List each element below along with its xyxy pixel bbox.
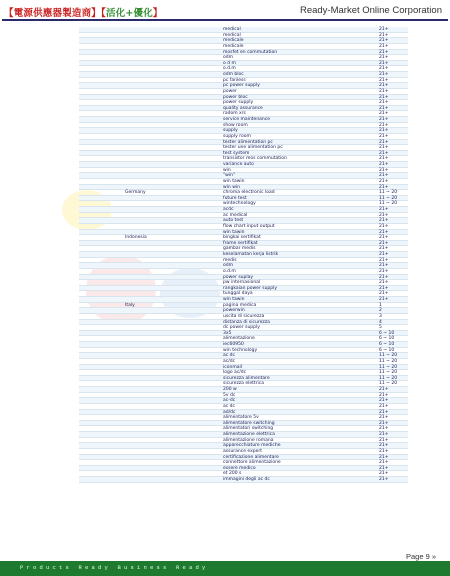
rank-cell: 21+ [379, 218, 389, 224]
rank-cell: 21+ [379, 122, 389, 128]
keyword-cell: ac-dc [223, 398, 236, 404]
keyword-cell: pagina medica [223, 302, 257, 308]
rank-cell: 11 ~ 20 [379, 375, 398, 381]
rank-cell: 11 ~ 20 [379, 370, 398, 376]
rank-cell: 21+ [379, 111, 389, 117]
header-brand-suffix: 】 [152, 8, 163, 19]
rank-cell: 21+ [379, 27, 389, 32]
rank-cell: 21+ [379, 156, 389, 162]
keyword-cell: alimentatori switching [223, 426, 274, 432]
keyword-cell: test system [223, 150, 250, 156]
rank-cell: 6 ~ 10 [379, 342, 395, 347]
keyword-cell: 200 w [223, 387, 237, 392]
keyword-cell: dc power supply [223, 325, 260, 331]
keyword-cell: alimentazione elettrica [223, 432, 275, 437]
keyword-cell: ac dc [223, 403, 235, 409]
keyword-cell: medical [223, 32, 241, 38]
rank-cell: 3 [379, 313, 382, 319]
rank-cell: 21+ [379, 43, 389, 49]
keyword-cell: iec60950 [223, 342, 244, 347]
rank-cell: 21+ [379, 88, 389, 94]
country-cell: Italy [125, 302, 135, 308]
rank-cell: 4 [379, 319, 382, 325]
rank-cell: 21+ [379, 246, 389, 252]
keyword-cell: ac dc [223, 353, 235, 359]
keyword-cell: iconmail [223, 364, 242, 370]
keyword-cell: alimentazione [223, 336, 255, 342]
keyword-cell: frame sertifikat [223, 240, 258, 246]
rank-cell: 21+ [379, 465, 389, 471]
rank-cell: 21+ [379, 437, 389, 443]
rank-cell: 21+ [379, 392, 389, 398]
header-brand [4, 5, 163, 19]
rank-cell: 21+ [379, 133, 389, 139]
keyword-cell: gambar medis [223, 246, 256, 252]
keyword-cell: ad/dc [223, 409, 236, 415]
keyword-cell: pc fanless [223, 77, 246, 83]
rank-cell: 21+ [379, 409, 389, 415]
keyword-cell: show room [223, 122, 248, 128]
keyword-cell: win technology [223, 347, 258, 353]
keyword-cell: radom xrs [223, 111, 246, 117]
rank-cell: 21+ [379, 268, 389, 274]
keyword-cell: power [223, 88, 237, 94]
header-brand-prefix: 【電源供應器製造商】【 [4, 8, 106, 19]
rank-cell: 21+ [379, 257, 389, 263]
rank-cell: 21+ [379, 454, 389, 460]
country-cell: Indonesia [125, 235, 147, 241]
rank-cell: 21+ [379, 432, 389, 437]
rank-cell: 21+ [379, 240, 389, 246]
rank-cell: 11 ~ 20 [379, 381, 398, 387]
keyword-cell: sicurezza elettrica [223, 381, 265, 387]
keyword-cell: ac medical [223, 212, 248, 218]
footer-bar [0, 561, 450, 576]
keyword-cell: power bloc [223, 94, 248, 100]
rank-cell: 21+ [379, 128, 389, 134]
rank-cell: 21+ [379, 443, 389, 449]
rank-cell: 21+ [379, 38, 389, 44]
keyword-cell: future test [223, 195, 247, 201]
rank-cell: 21+ [379, 66, 389, 72]
rank-cell: 21+ [379, 471, 389, 477]
rank-cell: 21+ [379, 184, 389, 190]
keyword-cell: acdc [223, 207, 234, 212]
keyword-cell: tunggal daya [223, 291, 253, 297]
keyword-cell: rangkaian power supply [223, 285, 278, 291]
rank-cell: 21+ [379, 83, 389, 89]
keyword-cell: bingkai sertifikat [223, 235, 261, 241]
keyword-cell: odm [223, 263, 233, 269]
keyword-cell: alimentatore 5v [223, 415, 259, 421]
keyword-cell: win tawin [223, 297, 245, 302]
keyword-cell: certificazione alimentare [223, 454, 279, 460]
rank-cell: 21+ [379, 291, 389, 297]
rank-cell: 21+ [379, 49, 389, 55]
rank-cell: 21+ [379, 403, 389, 409]
rank-cell: 21+ [379, 426, 389, 432]
rank-cell: 21+ [379, 167, 389, 173]
keyword-cell: pc power supply [223, 83, 260, 89]
rank-cell: 21+ [379, 477, 389, 482]
rank-cell: 21+ [379, 72, 389, 77]
rank-cell: 11 ~ 20 [379, 364, 398, 370]
keyword-cell: powerwin [223, 308, 245, 314]
rank-cell: 21+ [379, 145, 389, 151]
rank-cell: 21+ [379, 235, 389, 241]
rank-cell: 21+ [379, 415, 389, 421]
rank-cell: 21+ [379, 252, 389, 257]
keyword-cell: "win" [223, 173, 235, 179]
rank-cell: 21+ [379, 55, 389, 61]
rank-cell: 21+ [379, 398, 389, 404]
rank-cell: 11 ~ 20 [379, 201, 398, 207]
keyword-cell: 5v dc [223, 392, 236, 398]
header-brand-highlight: 活化+優化 [105, 8, 153, 19]
rank-cell: 11 ~ 20 [379, 190, 398, 196]
rank-cell: 6 ~ 10 [379, 330, 395, 336]
rank-cell: 21+ [379, 173, 389, 179]
keyword-cell: medical [223, 27, 241, 32]
rank-cell: 6 ~ 10 [379, 347, 395, 353]
page-header [0, 0, 450, 22]
rank-cell: 1 [379, 302, 382, 308]
rank-cell: 21+ [379, 280, 389, 286]
rank-cell: 21+ [379, 207, 389, 212]
rank-cell: 21+ [379, 229, 389, 235]
rank-cell: 21+ [379, 460, 389, 466]
keyword-cell: connettore alimentazione [223, 460, 281, 466]
header-divider [2, 19, 448, 21]
keyword-cell: supply [223, 128, 238, 134]
keyword-cell: odm [223, 55, 233, 61]
rank-cell: 21+ [379, 60, 389, 66]
rank-cell: 21+ [379, 387, 389, 392]
rank-cell: 21+ [379, 77, 389, 83]
keyword-cell: tester une alimentation pc [223, 145, 283, 151]
rank-cell: 21+ [379, 223, 389, 229]
footer-ticker: Products Ready Business Ready [20, 564, 209, 571]
keyword-cell: win [223, 167, 231, 173]
keyword-table [79, 27, 408, 483]
keyword-cell: essere medico [223, 465, 256, 471]
keyword-cell: assurance expert [223, 448, 263, 454]
keyword-cell: medis [223, 257, 237, 263]
rank-cell: 11 ~ 20 [379, 353, 398, 359]
rank-cell: 11 ~ 20 [379, 358, 398, 364]
rank-cell: 21+ [379, 263, 389, 269]
rank-cell: 6 ~ 10 [379, 336, 395, 342]
rank-cell: 21+ [379, 150, 389, 156]
keyword-cell: o.d.m [223, 66, 236, 72]
rank-cell: 21+ [379, 139, 389, 145]
country-cell: Germany [125, 190, 146, 196]
rank-cell: 21+ [379, 285, 389, 291]
rank-cell: 21+ [379, 94, 389, 100]
keyword-cell: uscita di sicurezza [223, 313, 265, 319]
keyword-cell: wintechnology [223, 201, 256, 207]
rank-cell: 2 [379, 308, 382, 314]
keyword-cell: odm bloc [223, 72, 244, 77]
keyword-cell: supply room [223, 133, 251, 139]
keyword-cell: apparecchiature mediche [223, 443, 281, 449]
keyword-cell: et 200 s [223, 471, 242, 477]
keyword-cell: mosfet en commutation [223, 49, 278, 55]
keyword-cell: alimentazione romana [223, 437, 274, 443]
header-company-name: Ready-Market Online Corporation [299, 5, 442, 16]
page-number[interactable]: Page 9 » [405, 552, 436, 561]
keyword-cell: sicurezza alimentare [223, 375, 270, 381]
keyword-cell: distanza di sicurezza [223, 319, 270, 325]
keyword-cell: win tawin [223, 229, 245, 235]
rank-cell: 5 [379, 325, 382, 331]
keyword-cell: o d m [223, 60, 236, 66]
rank-cell: 21+ [379, 32, 389, 38]
keyword-cell: win win [223, 184, 240, 190]
keyword-cell: o.d.m [223, 268, 236, 274]
keyword-cell: keselamatan kerja listrik [223, 252, 279, 257]
rank-cell: 21+ [379, 162, 389, 167]
keyword-cell: alimentatore switching [223, 420, 275, 426]
keyword-cell: medicale [223, 43, 244, 49]
table-row [79, 477, 408, 483]
keyword-cell: tester alimentation pc [223, 139, 273, 145]
keyword-cell: logo ac/dc [223, 370, 247, 376]
keyword-cell: power supply [223, 100, 254, 106]
keyword-cell: ac/dc [223, 358, 236, 364]
keyword-cell: transistor mos commutation [223, 156, 287, 162]
rank-cell: 21+ [379, 212, 389, 218]
rank-cell: 21+ [379, 448, 389, 454]
keyword-cell: 3x5 [223, 330, 232, 336]
keyword-cell: immagini degli ac dc [223, 477, 270, 482]
keyword-cell: quality assurance [223, 105, 263, 111]
keyword-cell: flow chart input output [223, 223, 275, 229]
keyword-cell: pw internasional [223, 280, 261, 286]
keyword-cell: service maintenance [223, 117, 271, 122]
keyword-cell: power suplay [223, 274, 254, 280]
rank-cell: 21+ [379, 420, 389, 426]
rank-cell: 21+ [379, 117, 389, 122]
rank-cell: 21+ [379, 105, 389, 111]
keyword-cell: variance auto [223, 162, 254, 167]
keyword-cell: auto test [223, 218, 244, 224]
keyword-cell: chroma electronic load [223, 190, 275, 196]
rank-cell: 11 ~ 20 [379, 195, 398, 201]
rank-cell: 21+ [379, 100, 389, 106]
rank-cell: 21+ [379, 274, 389, 280]
keyword-cell: medicale [223, 38, 244, 44]
rank-cell: 21+ [379, 297, 389, 302]
rank-cell: 21+ [379, 178, 389, 184]
keyword-cell: win tawin [223, 178, 245, 184]
